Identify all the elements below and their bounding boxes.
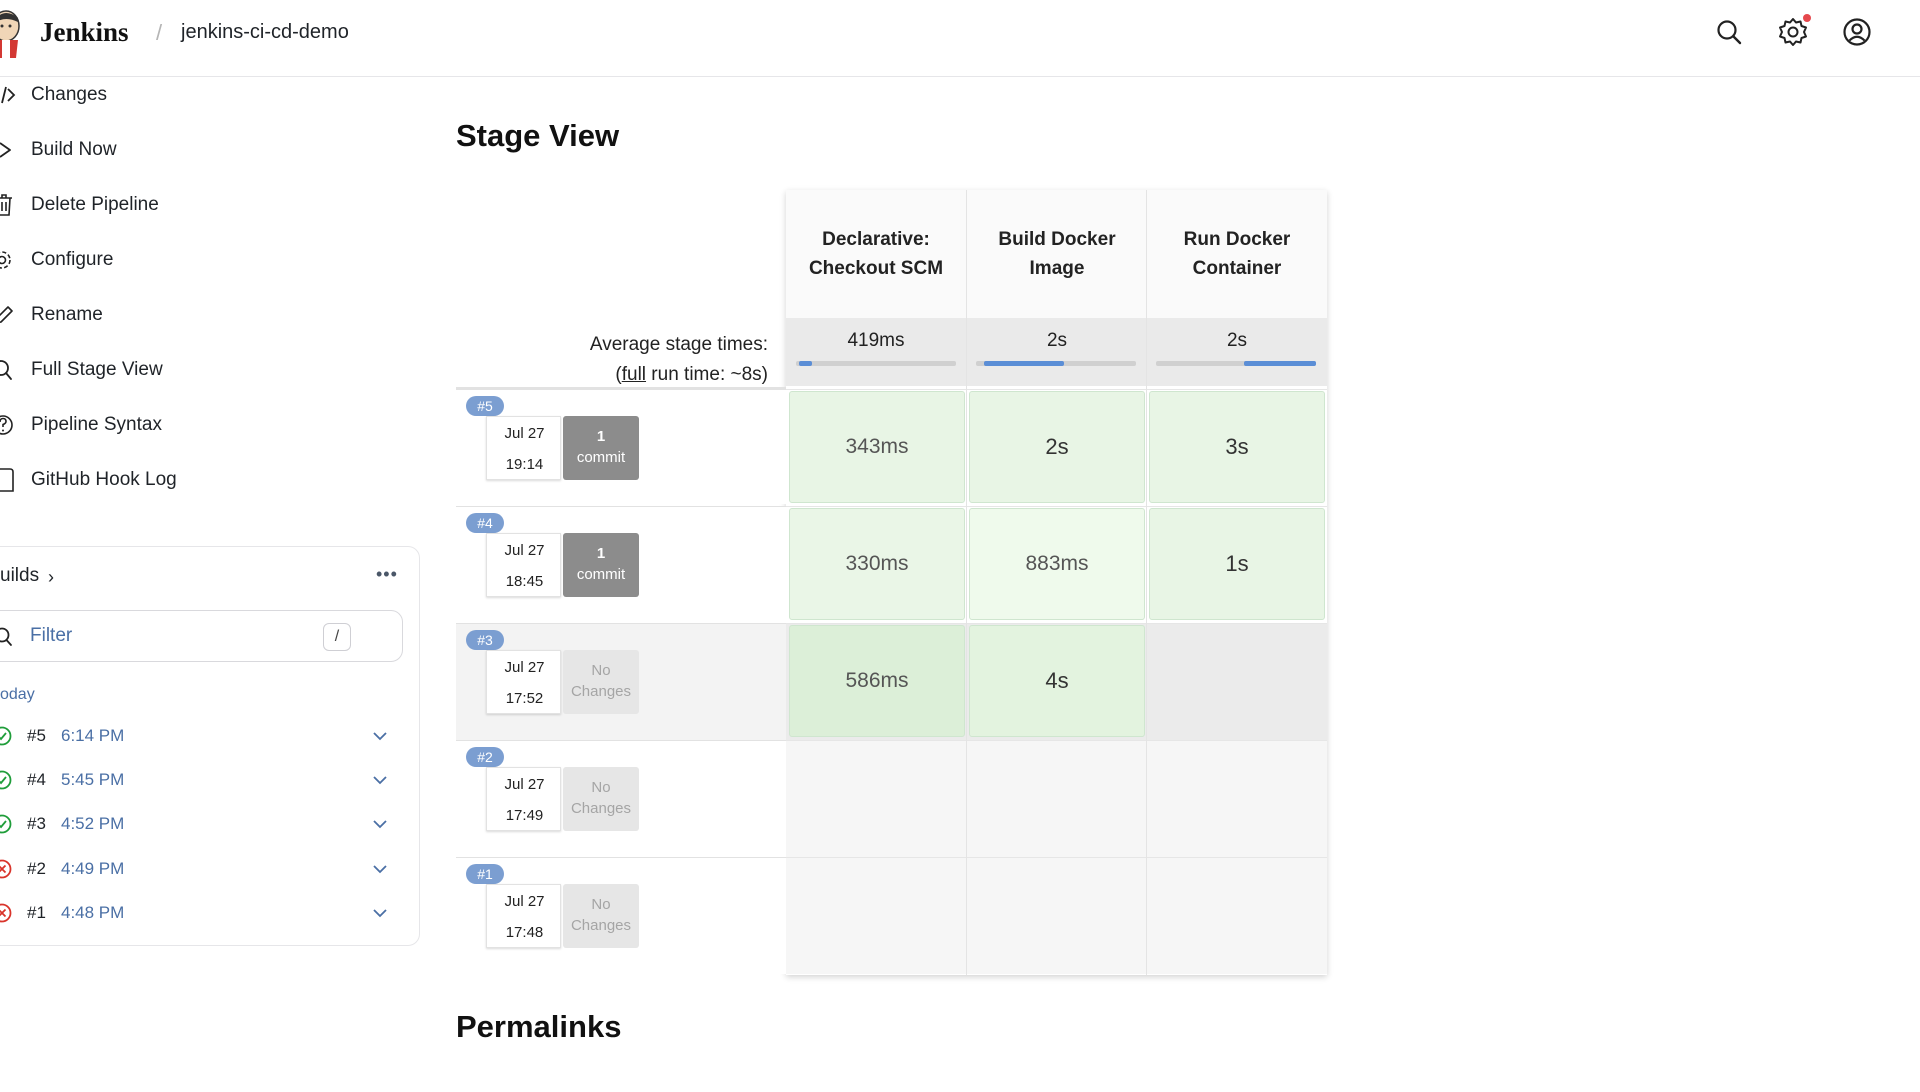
brand-name[interactable]: Jenkins (40, 17, 129, 47)
sidebar-item-configure[interactable] (0, 240, 420, 280)
run-time-text: run time: ~8s) (646, 364, 768, 385)
changes-label: Changes (570, 683, 632, 700)
run-info (456, 857, 786, 974)
changes-label: commit (576, 449, 626, 466)
stage-view-heading: Stage View (456, 118, 620, 153)
notification-dot (1803, 14, 1811, 22)
run-date: Jul 27 (504, 542, 545, 559)
run-date: Jul 27 (504, 425, 545, 442)
stage-cell[interactable]: 2s (969, 391, 1145, 503)
run-info (456, 740, 786, 857)
chevron-down-icon[interactable] (372, 772, 388, 788)
stage-average-time: 419ms (847, 330, 905, 351)
run-time: 19:14 (505, 456, 544, 473)
chevron-right-icon[interactable]: › (48, 567, 54, 587)
run-time: 17:48 (505, 924, 544, 941)
run-badge[interactable]: #5 (466, 396, 504, 416)
stage-header: Run Docker Container (1147, 190, 1327, 318)
run-time: 17:49 (505, 807, 544, 824)
top-header (0, 0, 1920, 77)
run-info (456, 506, 786, 623)
run-date-box (486, 533, 561, 597)
build-time[interactable]: 4:49 PM (61, 859, 125, 878)
average-label-line2 (500, 360, 768, 390)
sidebar-item-label: GitHub Hook Log (31, 469, 177, 490)
permalinks-heading: Permalinks (456, 1009, 622, 1044)
pencil-icon (0, 303, 18, 327)
sidebar-item-label: Delete Pipeline (31, 194, 159, 215)
build-history-row[interactable] (0, 893, 400, 933)
jenkins-logo-icon[interactable] (0, 8, 22, 58)
changes-count: 1 (596, 428, 606, 445)
run-info (456, 387, 786, 504)
stage-average-time: 2s (1046, 330, 1068, 351)
chevron-down-icon[interactable] (372, 816, 388, 832)
sidebar-item-label: Rename (31, 304, 103, 325)
sidebar-item-label: Changes (31, 84, 108, 105)
build-group-label: oday (0, 686, 35, 703)
sidebar-item-label: Configure (31, 249, 114, 270)
changes-count: No (591, 779, 611, 796)
stage-average-bar-fill (1244, 361, 1316, 366)
search-icon (0, 626, 17, 648)
changes-label: commit (576, 566, 626, 583)
search-icon[interactable] (1713, 16, 1745, 48)
run-changes-button[interactable] (563, 650, 639, 714)
stage-average-bar-track (796, 361, 956, 366)
breadcrumb-job[interactable]: jenkins-ci-cd-demo (181, 21, 349, 43)
sidebar-item-build-now[interactable] (0, 130, 420, 170)
run-date: Jul 27 (504, 659, 545, 676)
run-time: 17:52 (505, 690, 544, 707)
builds-title[interactable]: uilds (0, 565, 40, 586)
changes-label: Changes (570, 917, 632, 934)
build-time[interactable]: 6:14 PM (61, 726, 125, 745)
build-number: #2 (27, 859, 46, 878)
success-status-icon (0, 814, 12, 834)
average-stage-times-label (500, 330, 768, 390)
run-badge[interactable]: #1 (466, 864, 504, 884)
chevron-down-icon[interactable] (372, 728, 388, 744)
run-changes-button[interactable] (563, 533, 639, 597)
build-number: #4 (27, 770, 46, 789)
build-number: #1 (27, 903, 46, 922)
build-time[interactable]: 5:45 PM (61, 770, 125, 789)
stage-average-bar-fill (799, 361, 812, 366)
stage-cell[interactable]: 883ms (969, 508, 1145, 620)
build-filter-input[interactable] (0, 610, 403, 662)
run-changes-button[interactable] (563, 884, 639, 948)
success-status-icon (0, 726, 12, 746)
failed-status-icon (0, 859, 12, 879)
help-icon (0, 413, 18, 437)
filter-placeholder: Filter (30, 625, 73, 646)
run-date-box (486, 650, 561, 714)
filter-shortcut-key: / (323, 623, 351, 651)
run-time: 18:45 (505, 573, 544, 590)
build-history-row[interactable] (0, 804, 400, 844)
stage-cell[interactable]: 586ms (789, 625, 965, 737)
changes-label: Changes (570, 800, 632, 817)
run-date: Jul 27 (504, 776, 545, 793)
trash-icon (0, 193, 18, 217)
stage-header: Declarative: Checkout SCM (786, 190, 966, 318)
stage-average-bar-fill (984, 361, 1064, 366)
gear-icon (0, 248, 18, 272)
failed-status-icon (0, 903, 12, 923)
chevron-down-icon[interactable] (372, 905, 388, 921)
search-icon (0, 358, 18, 382)
stage-average-time: 2s (1226, 330, 1248, 351)
breadcrumb-separator: / (156, 20, 163, 45)
build-number: #5 (27, 726, 46, 745)
sidebar-item-pipeline-syntax[interactable] (0, 405, 420, 445)
sidebar-item-rename[interactable] (0, 295, 420, 335)
build-time[interactable]: 4:48 PM (61, 903, 125, 922)
play-icon (0, 138, 18, 162)
paren-open: ( (615, 364, 622, 385)
sidebar-item-github-hook-log[interactable] (0, 460, 420, 500)
run-changes-button[interactable] (563, 767, 639, 831)
run-date-box (486, 416, 561, 480)
full-run-time-link[interactable]: full (621, 364, 647, 385)
changes-count: 1 (596, 545, 606, 562)
success-status-icon (0, 770, 12, 790)
document-icon (0, 468, 18, 492)
more-options-icon[interactable]: ••• (376, 564, 398, 584)
column-divider (966, 190, 967, 975)
changes-count: No (591, 662, 611, 679)
sidebar-item-changes[interactable] (0, 75, 420, 115)
run-badge[interactable]: #4 (466, 513, 504, 533)
average-label-line1: Average stage times: (589, 334, 768, 355)
build-number: #3 (27, 814, 46, 833)
run-row-bg (786, 857, 1327, 974)
column-divider (1146, 190, 1147, 975)
stage-cell[interactable]: 343ms (789, 391, 965, 503)
stage-header: Build Docker Image (967, 190, 1147, 318)
sidebar-item-delete-pipeline[interactable] (0, 185, 420, 225)
sidebar-item-label: Pipeline Syntax (31, 414, 162, 435)
run-row-bg (786, 740, 1327, 857)
average-times-row (786, 318, 1327, 386)
user-account-icon[interactable] (1841, 16, 1873, 48)
build-history-row[interactable] (0, 716, 400, 756)
run-date-box (486, 884, 561, 948)
build-time[interactable]: 4:52 PM (61, 814, 125, 833)
chevron-down-icon[interactable] (372, 861, 388, 877)
sidebar-item-full-stage-view[interactable] (0, 350, 420, 390)
stage-cell[interactable]: 3s (1149, 391, 1325, 503)
sidebar-item-label: Build Now (31, 139, 117, 160)
build-history-row[interactable] (0, 760, 400, 800)
run-info (456, 623, 786, 740)
changes-count: No (591, 896, 611, 913)
build-history-row[interactable] (0, 849, 400, 889)
code-icon (0, 83, 18, 107)
stage-cell[interactable]: 4s (969, 625, 1145, 737)
run-badge[interactable]: #2 (466, 747, 504, 767)
run-changes-button[interactable] (563, 416, 639, 480)
run-date: Jul 27 (504, 893, 545, 910)
stage-cell[interactable]: 1s (1149, 508, 1325, 620)
sidebar-item-label: Full Stage View (31, 359, 163, 380)
run-date-box (486, 767, 561, 831)
stage-cell[interactable]: 330ms (789, 508, 965, 620)
run-badge[interactable]: #3 (466, 630, 504, 650)
